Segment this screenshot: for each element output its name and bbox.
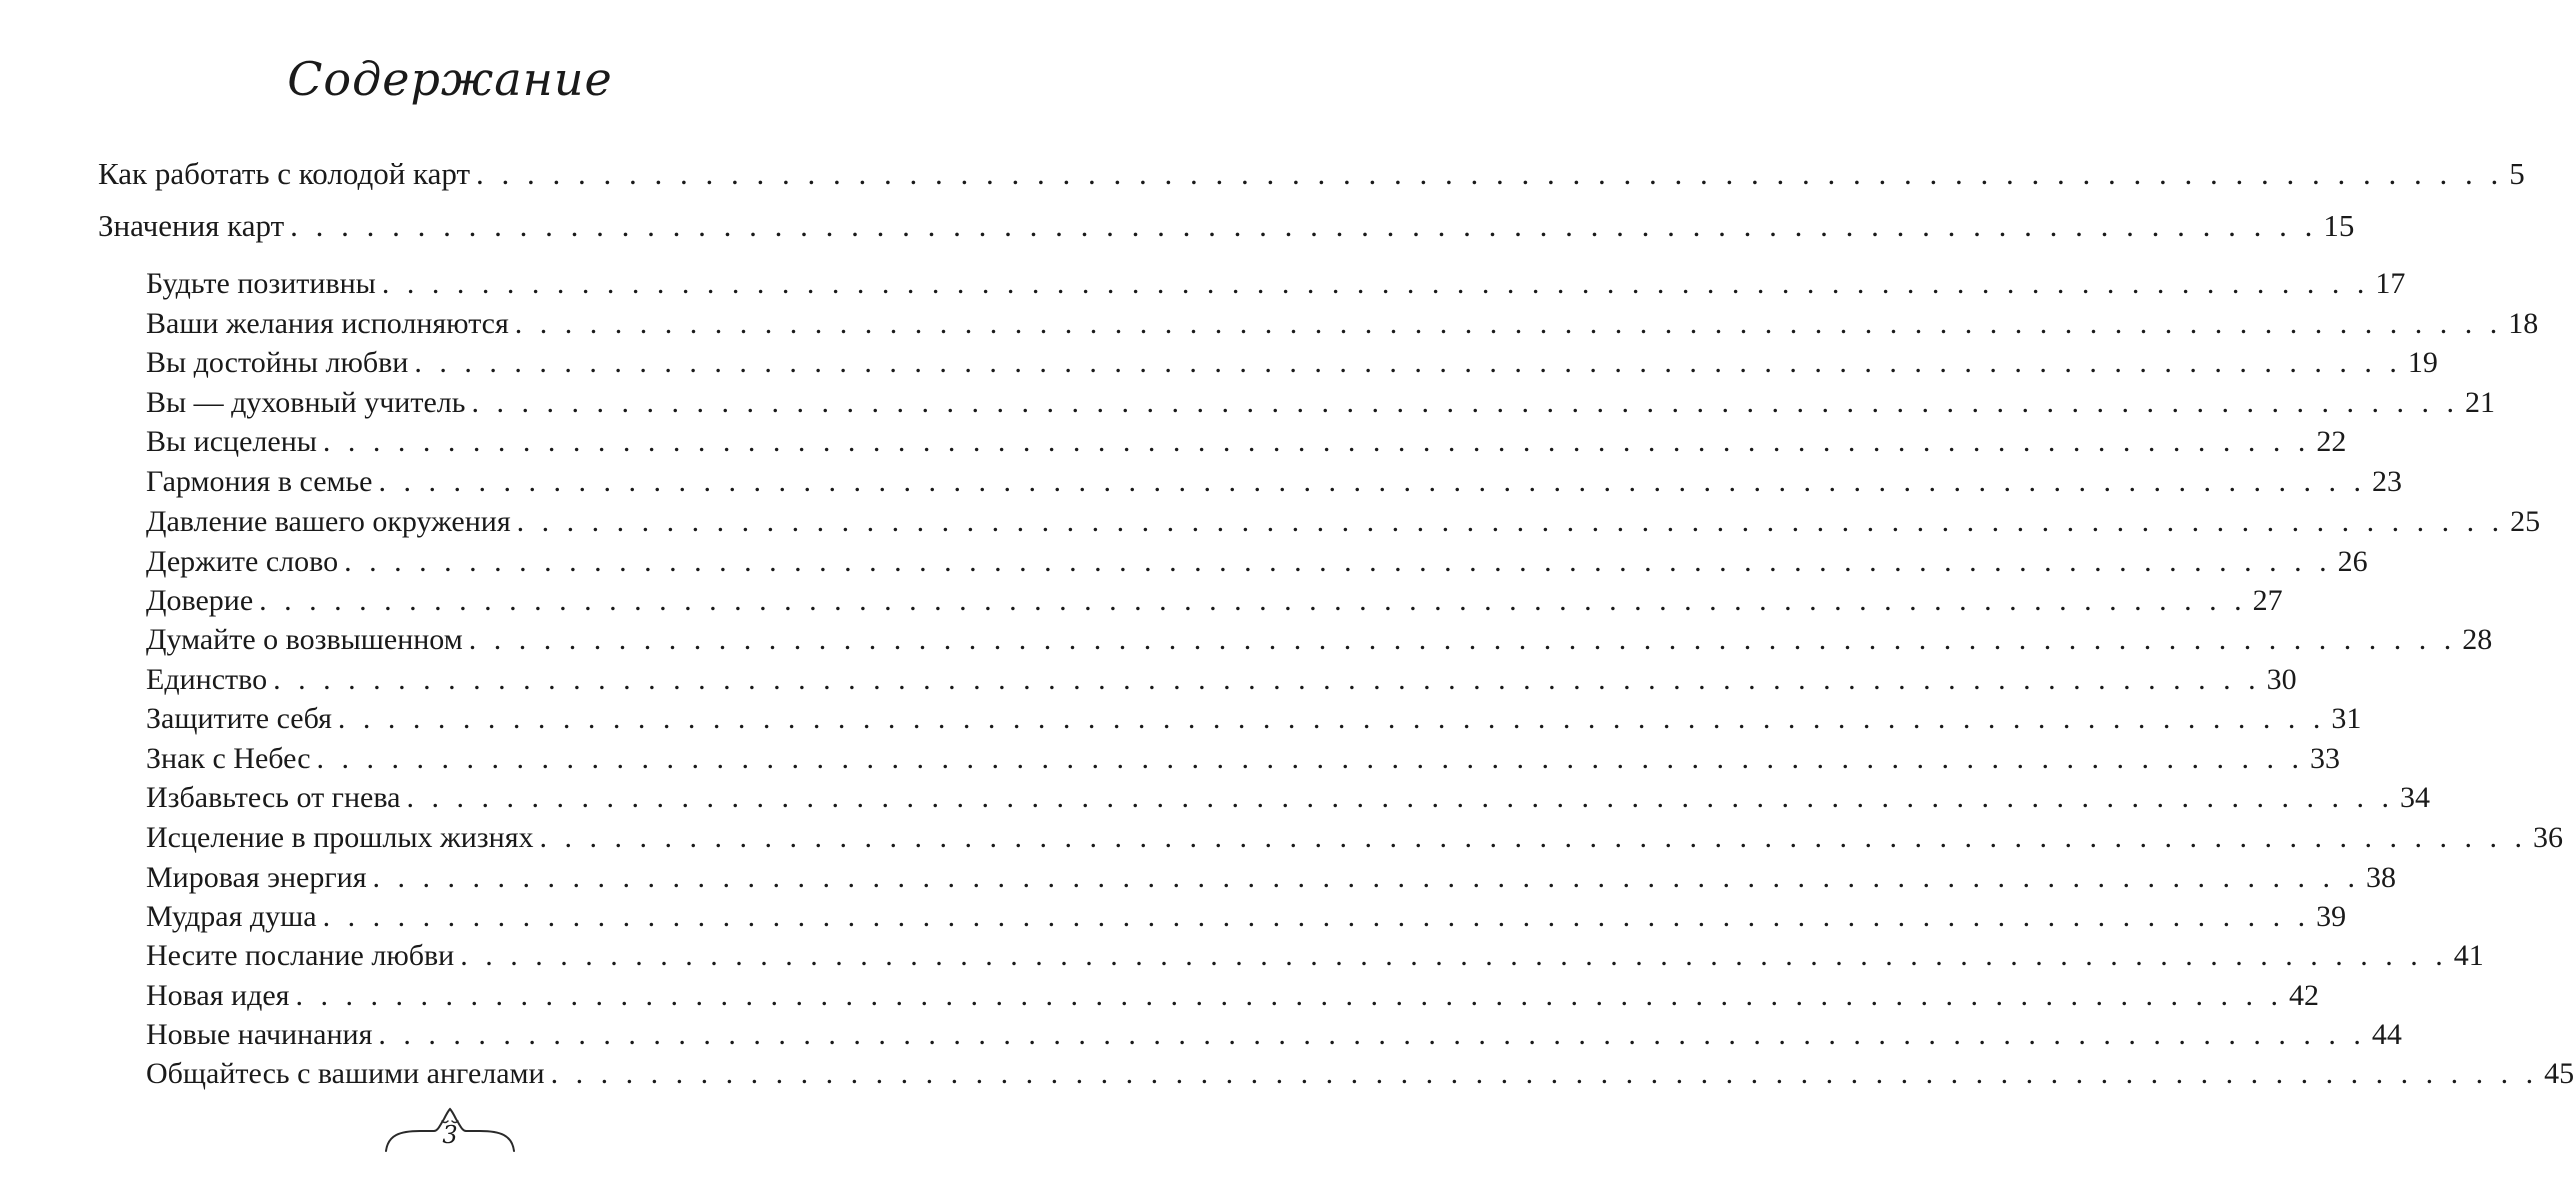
toc-entry-title: Как работать с колодой карт [98,156,471,191]
toc-entry-page-number: 23 [2372,465,2402,498]
toc-entry-title: Избавьтесь от гнева [146,781,401,814]
dot-leader: . . . . . . . . . . . . . . . . . . . . . . . . . . . . . . . . . . . . . . . . . . . . . . . . . . . . . . . . . . . . . . . . . . . . . . . . . . . . . . . . [290,208,2318,243]
dot-leader: . . . . . . . . . . . . . . . . . . . . . . . . . . . . . . . . . . . . . . . . . . . . . . . . . . . . . . . . . . . . . . . . . . . . . . . . . . . . . . . . [259,584,2247,617]
toc-entry-page-number: 28 [2462,623,2493,656]
toc-entry [146,978,2319,1014]
toc-entry [146,820,2563,856]
toc-entry-page-number: 17 [2375,267,2406,300]
toc-entry-title: Ваши желания исполняются [146,307,509,340]
toc-entry [146,345,2438,381]
dot-leader: . . . . . . . . . . . . . . . . . . . . . . . . . . . . . . . . . . . . . . . . . . . . . . . . . . . . . . . . . . . . . . . . . . . . . . . . . . . . . . . . [316,742,2305,775]
toc-entry [98,156,2525,192]
toc-entry-page-number: 38 [2366,861,2397,894]
toc-entry-page-number: 27 [2252,584,2283,617]
toc-entry [146,662,2297,698]
toc-entry-title: Новая идея [146,979,290,1012]
toc-entry-page-number: 36 [2533,821,2563,854]
toc-entry-title: Гармония в семье [146,465,373,498]
toc-entry-page-number: 19 [2407,346,2438,379]
toc-entry [146,266,2406,302]
dot-leader: . . . . . . . . . . . . . . . . . . . . . . . . . . . . . . . . . . . . . . . . . . . . . . . . . . . . . . . . . . . . . . . . . . . . . . . . . . . . . . . . [550,1057,2539,1090]
dot-leader: . . . . . . . . . . . . . . . . . . . . . . . . . . . . . . . . . . . . . . . . . . . . . . . . . . . . . . . . . . . . . . . . . . . . . . . . . . . . . . . . [378,465,2366,498]
dot-leader: . . . . . . . . . . . . . . . . . . . . . . . . . . . . . . . . . . . . . . . . . . . . . . . . . . . . . . . . . . . . . . . . . . . . . . . . . . . . . . . . [337,702,2326,735]
dot-leader: . . . . . . . . . . . . . . . . . . . . . . . . . . . . . . . . . . . . . . . . . . . . . . . . . . . . . . . . . . . . . . . . . . . . . . . . . . . . . . . . [372,861,2361,894]
toc-entry [146,860,2397,896]
toc-entry [146,1056,2574,1092]
dot-leader: . . . . . . . . . . . . . . . . . . . . . . . . . . . . . . . . . . . . . . . . . . . . . . . . . . . . . . . . . . . . . . . . . . . . . . . . . . . . . . . . [471,386,2459,419]
toc-entry [146,385,2495,421]
dot-leader: . . . . . . . . . . . . . . . . . . . . . . . . . . . . . . . . . . . . . . . . . . . . . . . . . . . . . . . . . . . . . . . . . . . . . . . . . . . . . . . . [273,663,2261,696]
dot-leader: . . . . . . . . . . . . . . . . . . . . . . . . . . . . . . . . . . . . . . . . . . . . . . . . . . . . . . . . . . . . . . . . . . . . . . . . . . . . . . . . [468,623,2457,656]
toc-entry-title: Мировая энергия [146,861,367,894]
toc-entry [146,544,2368,580]
dot-leader: . . . . . . . . . . . . . . . . . . . . . . . . . . . . . . . . . . . . . . . . . . . . . . . . . . . . . . . . . . . . . . . . . . . . . . . . . . . . . . . . [322,900,2311,933]
toc-entry [146,741,2341,777]
toc-entry [146,504,2541,540]
dot-leader: . . . . . . . . . . . . . . . . . . . . . . . . . . . . . . . . . . . . . . . . . . . . . . . . . . . . . . . . . . . . . . . . . . . . . . . . . . . . . . . . [344,545,2332,578]
toc-entry-page-number: 41 [2453,939,2484,972]
toc-entry [146,583,2283,619]
toc-entry-page-number: 25 [2510,505,2541,538]
toc-entry-page-number: 15 [2323,208,2355,243]
toc-entry-page-number: 34 [2399,781,2430,814]
toc-entry-page-number: 26 [2337,545,2368,578]
dot-leader: . . . . . . . . . . . . . . . . . . . . . . . . . . . . . . . . . . . . . . . . . . . . . . . . . . . . . . . . . . . . . . . . . . . . . . . . . . . . . . . . [378,1018,2366,1051]
toc-entry-title: Мудрая душа [146,900,317,933]
dot-leader: . . . . . . . . . . . . . . . . . . . . . . . . . . . . . . . . . . . . . . . . . . . . . . . . . . . . . . . . . . . . . . . . . . . . . . . . . . . . . . . . [406,781,2394,814]
toc-entry-title: Знак с Небес [146,742,311,775]
toc-entry-page-number: 18 [2508,307,2539,340]
dot-leader: . . . . . . . . . . . . . . . . . . . . . . . . . . . . . . . . . . . . . . . . . . . . . . . . . . . . . . . . . . . . . . . . . . . . . . . . . . . . . . . . [476,156,2504,191]
toc-entry-title: Несите послание любви [146,939,455,972]
dot-leader: . . . . . . . . . . . . . . . . . . . . . . . . . . . . . . . . . . . . . . . . . . . . . . . . . . . . . . . . . . . . . . . . . . . . . . . . . . . . . . . . [414,346,2402,379]
toc-entry-title: Держите слово [146,545,339,578]
page-number: 3 [442,1121,458,1149]
toc-entry-title: Новые начинания [146,1018,373,1051]
dot-leader: . . . . . . . . . . . . . . . . . . . . . . . . . . . . . . . . . . . . . . . . . . . . . . . . . . . . . . . . . . . . . . . . . . . . . . . . . . . . . . . . [516,505,2505,538]
toc-entry-page-number: 39 [2316,900,2347,933]
toc-entry [146,938,2484,974]
toc-entry-page-number: 44 [2371,1018,2402,1051]
toc-entry [146,780,2430,816]
toc-entry-title: Доверие [146,584,254,617]
toc-entry [146,701,2362,737]
toc-entry-page-number: 21 [2464,386,2495,419]
toc-entry-title: Будьте позитивны [146,267,376,300]
toc-entry-title: Общайтесь с вашими ангелами [146,1057,545,1090]
dot-leader: . . . . . . . . . . . . . . . . . . . . . . . . . . . . . . . . . . . . . . . . . . . . . . . . . . . . . . . . . . . . . . . . . . . . . . . . . . . . . . . . [539,821,2527,854]
toc-entry-title: Защитите себя [146,702,332,735]
toc-entry-page-number: 33 [2310,742,2341,775]
toc-entry-title: Думайте о возвышенном [146,623,463,656]
toc-entry [146,622,2493,658]
toc-entry-page-number: 42 [2288,979,2319,1012]
toc-entry [146,424,2347,460]
toc-entry [146,1017,2402,1053]
toc-entry-title: Давление вашего окружения [146,505,511,538]
toc-entry-page-number: 30 [2266,663,2297,696]
page-footer [380,1105,520,1165]
toc-entry [146,899,2347,935]
page-title: Содержание [287,52,613,106]
toc-entry-title: Вы — духовный учитель [146,386,466,419]
toc-entry-title: Вы достойны любви [146,346,409,379]
dot-leader: . . . . . . . . . . . . . . . . . . . . . . . . . . . . . . . . . . . . . . . . . . . . . . . . . . . . . . . . . . . . . . . . . . . . . . . . . . . . . . . . [460,939,2448,972]
dot-leader: . . . . . . . . . . . . . . . . . . . . . . . . . . . . . . . . . . . . . . . . . . . . . . . . . . . . . . . . . . . . . . . . . . . . . . . . . . . . . . . . [322,425,2311,458]
toc-entry-title: Значения карт [98,208,285,243]
toc-entry-page-number: 31 [2331,702,2362,735]
toc-entry-title: Исцеление в прошлых жизнях [146,821,534,854]
dot-leader: . . . . . . . . . . . . . . . . . . . . . . . . . . . . . . . . . . . . . . . . . . . . . . . . . . . . . . . . . . . . . . . . . . . . . . . . . . . . . . . . [381,267,2370,300]
toc-entry-title: Единство [146,663,268,696]
toc-entry-title: Вы исцелены [146,425,317,458]
toc-entry-page-number: 5 [2509,156,2525,191]
dot-leader: . . . . . . . . . . . . . . . . . . . . . . . . . . . . . . . . . . . . . . . . . . . . . . . . . . . . . . . . . . . . . . . . . . . . . . . . . . . . . . . . [514,307,2503,340]
toc-entry [146,464,2402,500]
toc-entry-page-number: 22 [2316,425,2347,458]
toc-entry [98,208,2355,244]
toc-entry [146,306,2539,342]
toc-entry-page-number: 45 [2544,1057,2574,1090]
dot-leader: . . . . . . . . . . . . . . . . . . . . . . . . . . . . . . . . . . . . . . . . . . . . . . . . . . . . . . . . . . . . . . . . . . . . . . . . . . . . . . . . [295,979,2283,1012]
